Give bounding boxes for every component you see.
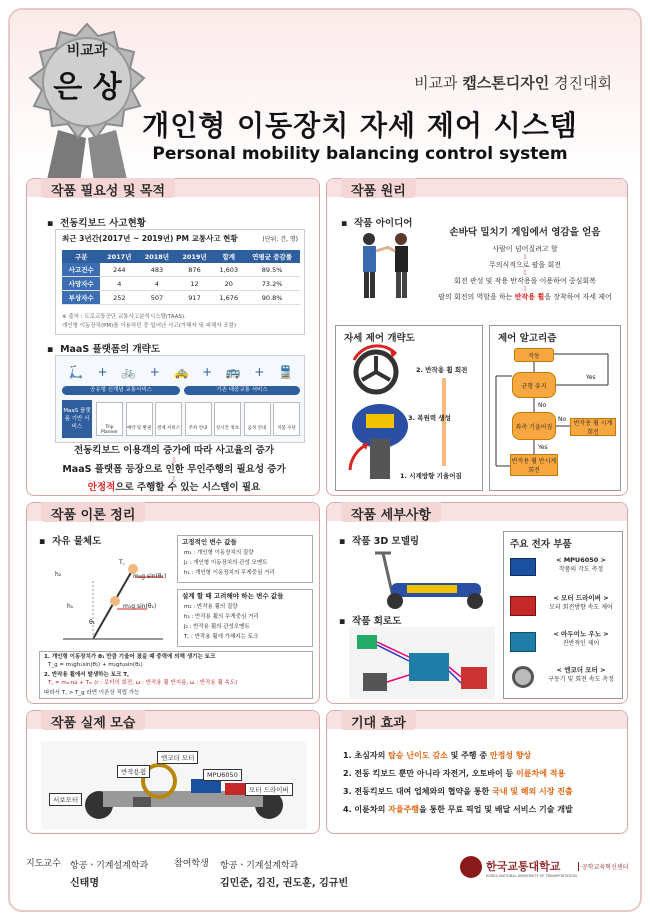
necessity-line-1: 전동킥보드 이용객의 증가에 따라 사고율의 증가 <box>73 445 275 456</box>
table-row: 부상자수 252 507 917 1,676 90.8% <box>62 291 300 305</box>
arduino-icon <box>510 632 536 652</box>
maas-item: 지불 수단 <box>273 402 300 436</box>
mpu6050-icon <box>510 558 536 576</box>
bullet-fbd: ▪ 자유 물체도 <box>39 536 102 547</box>
page-title: 개인형 이동장치 자세 제어 시스템 <box>142 109 578 142</box>
section-detail <box>326 502 628 704</box>
maas-item: 음성 안내 <box>244 402 271 436</box>
posture-diagram-box: 자세 제어 개략도 2. 반작용 휠 회전 3. 복원력 생성 1. 시계방향 기울어짐 <box>335 325 483 491</box>
contest-name: 비교과 캡스톤디자인 경진대회 <box>414 74 612 92</box>
award-category: 비교과 <box>66 43 108 59</box>
equations-box: 1. 개인형 이동장치가 θ₁ 만큼 기울어 졌을 때 중력에 의해 생기는 토크 T_g = m₁gh₁sin(θ₁) + m₂gh₂sin(θ₁) 2. 반작용 휠에서 발생하는 토크 T꜀ T꜀ = mₐ·rω̇ + Tₘ (r : 로터의 회전, ω : 반작용 휠 반지름, ω : 반작용 휠 속도) 따라서 T꜀ > T_g 라면 이론상 직립 가능 <box>39 651 313 699</box>
effect-item-2: 2. 전동 킥보드 뿐만 아니라 자전거, 오토바이 등 이륜차에 적용 <box>343 769 566 778</box>
university-name: 한국교통대학교 <box>486 860 561 873</box>
university-name-en: KOREA NATIONAL UNIVERSITY OF TRANSPORTATION <box>486 874 577 878</box>
free-body-diagram <box>43 549 173 645</box>
maas-item: Trip Planner <box>96 402 123 436</box>
maas-item: 예약 및 발권 <box>126 402 153 436</box>
bike-icon: 🚲 <box>121 365 137 379</box>
bus-icon: 🚌 <box>225 365 241 379</box>
scooter-icon: 🛴 <box>68 365 84 379</box>
maas-item: 실시간 정보 <box>214 402 241 436</box>
section-principle: 작품 원리 ▪ 작품 아이디어 손바닥 밀치기 게임에서 영감을 얻음 사람이 넘어질려고 할 ⇩ 무의식적으로 팔을 회전 ⇩ 회전 관성 및 작용 반작용을 이용하여 중심회복 ⇩ 팔의 회전의 역할을 하는 반작용 휠을 장착하여 자세 제어 자세 제어 개략도 2. 반작용 휠 회전 3. 복원력 생성 1. 시계방향 기울어짐 제어 알고리즘 작동 균형 유지 Yes No 좌측 기울어짐 No Yes 반작용 휠 시계 회전 반작용 휠 반시계 회전 <box>326 178 628 496</box>
section-effect-title: 기대 효과 <box>341 710 416 730</box>
algorithm-box: 제어 알고리즘 작동 균형 유지 Yes No 좌측 기울어짐 No Yes 반작용 휠 시계 회전 반작용 휠 반시계 회전 <box>489 325 621 491</box>
section-photo-title: 작품 실제 모습 <box>41 710 145 730</box>
taxi-icon: 🚕 <box>173 365 189 379</box>
effect-item-3: 3. 전동킥보드 대여 업체와의 협약을 통한 국내 및 해외 시장 진출 <box>343 787 573 796</box>
maas-icons: 🛴 + 🚲 + 🚕 + 🚌 + 🚆 <box>68 365 294 379</box>
maas-box: MaaS 플랫폼 기반 서비스 <box>62 400 92 438</box>
university-logo-icon <box>460 856 482 878</box>
bullet-maas: ▪ MaaS 플랫폼의 개략도 <box>47 344 161 355</box>
students-names: 김민준, 김진, 권도훈, 김규빈 <box>220 878 349 889</box>
circuit-diagram <box>349 627 495 699</box>
fixed-vars-box: 고정적인 변수 값들 m₁ : 개인형 이동장치의 질량 J₁ : 개인형 이동장치의 관성 모멘트 h₁ : 개인형 이동장치의 무게중심 거리 <box>177 535 313 583</box>
maas-services <box>96 402 300 438</box>
bullet-circuit: ▪ 작품 회로도 <box>339 616 402 627</box>
advisor-dept: 항공ㆍ기계설계학과 <box>70 861 149 871</box>
students-dept: 항공ㆍ기계설계학과 <box>220 861 299 871</box>
encoder-motor-icon <box>512 666 534 688</box>
accident-table: 구분 2017년 2018년 2019년 합계 연평균 증감률 사고건수 244 483 876 1,603 89.5% 사망자수 4 4 12 20 73.2% 부상자수 252 507 917 1,676 90.8% <box>62 250 300 305</box>
advisor-label: 지도교수 <box>26 859 61 869</box>
necessity-line-2: MaaS 플랫폼 등장으로 인한 무인주행의 필요성 증가 <box>62 464 286 475</box>
section-principle-title: 작품 원리 <box>341 178 416 198</box>
section-effect <box>326 710 628 834</box>
table-row: 사고건수 244 483 876 1,603 89.5% <box>62 263 300 277</box>
idea-title: 손바닥 밀치기 게임에서 영감을 얻음 <box>449 227 601 238</box>
bullet-accident-status: ▪ 전동킥보드 사고현황 <box>47 218 146 229</box>
section-theory: 작품 이론 정리 ▪ 자유 물체도 m₂g sin(θ₁) m₁g sin(θ₁) h₂ h₁ θ₁ T꜀ 고정적인 변수 값들 m₁ : 개인형 이동장치의 질량 J₁ : 개인형 이동장치의 관성 모멘트 h₁ : 개인형 이동장치의 무게중심 거리 설계 할 때 고려해야 하는 변수 값들 m₂ : 반작용 휠의 질량 h₂ : 반작용 휠의 무게중심 거리 J₂ : 반작용 휠의 관성모멘트 T꜀ : 반작용 휠에 가해지는 토크 1. 개인형 이동장치가 θ₁ 만큼 기울어 졌을 때 중력에 의해 생기는 토크 T_g = m₁gh₁sin(θ₁) + m₂gh₂sin(θ₁) 2. 반작용 휠에서 발생하는 토크 T꜀ T꜀ = mₐ·rω̇ + Tₘ (r : 로터의 회전, ω : 반작용 휠 반지름, ω : 반작용 휠 속도) 따라서 T꜀ > T_g 라면 이론상 직립 가능 <box>26 502 320 704</box>
maas-diagram: 🛴 + 🚲 + 🚕 + 🚌 + 🚆 공유형 신개념 교통서비스 기존 대중교통 서비스 MaaS 플랫폼 기반 서비스 Trip Planner 예약 및 발권 결제 서비스 주차 안내 실시간 정보 음성 안내 지불 수단 <box>55 355 305 443</box>
section-theory-title: 작품 이론 정리 <box>41 502 145 522</box>
award-rank: 은 상 <box>53 70 122 105</box>
parts-box: 주요 전자 부품 < MPU6050 > 작품의 각도 측정 < 모터 드라이버 > 모터 회전방향 속도 제어 < 아두이노 우노 > 전반적인 제어 < 엔코더 모터 > 구동기 및 회전 속도 측정 <box>503 531 623 699</box>
section-detail-title: 작품 세부사항 <box>341 502 441 522</box>
design-vars-box: 설계 할 때 고려해야 하는 변수 값들 m₂ : 반작용 휠의 질량 h₂ : 반작용 휠의 무게중심 거리 J₂ : 반작용 휠의 관성모멘트 T꜀ : 반작용 휠에 가해지는 토크 <box>177 589 313 647</box>
section-necessity-title: 작품 필요성 및 목적 <box>41 178 175 198</box>
page-subtitle: Personal mobility balancing control system <box>152 144 568 164</box>
table-row: 사망자수 4 4 12 20 73.2% <box>62 277 300 291</box>
motor-driver-icon <box>510 596 536 616</box>
maas-item: 결제 서비스 <box>155 402 182 436</box>
train-icon: 🚆 <box>278 365 294 379</box>
effect-item-4: 4. 이륜차의 자율주행을 통한 무료 픽업 및 배달 서비스 기술 개발 <box>343 805 573 814</box>
idea-illustration <box>351 229 421 301</box>
students-label: 참여학생 <box>174 859 209 869</box>
section-photo: 작품 실제 모습 엔코더 모터 반작용휠 MPU6050 모터 드라이버 서보모터 <box>26 710 320 834</box>
necessity-line-3: 안정적으로 주행할 수 있는 시스템이 필요 <box>87 482 261 493</box>
bullet-idea: ▪ 작품 아이디어 <box>341 218 413 229</box>
maas-item: 주차 안내 <box>185 402 212 436</box>
poster <box>8 8 642 912</box>
bullet-3d: ▪ 작품 3D 모델링 <box>339 536 420 547</box>
center-name: 공학교육혁신센터 <box>578 862 628 871</box>
advisor-name: 신태명 <box>70 878 99 889</box>
section-necessity: 작품 필요성 및 목적 ▪ 전동킥보드 사고현황 최근 3년간(2017년 ~ 2019년) PM 교통사고 현황 (단위: 건, 명) 구분 2017년 2018년 2019년 합계 연평균 증감률 사고건수 244 483 876 1,603 89.5% 사망자수 4 4 12 20 73.2% 부상자수 252 507 917 1,676 90.8% ※ 출처 : 도로교통공단 교통사고분석시스템(TAAS). 개인형 이동장치(PM)를 이용하던 중 일어난 사고(가해자 및 피해자 포함) ▪ MaaS 플랫폼의 개략도 🛴 + 🚲 + 🚕 + 🚌 + 🚆 공유형 신개념 교통서비스 기존 대중교통 서비스 MaaS 플랫폼 기반 서비스 Trip Planner 예약 및 발권 결제 서비스 주차 안내 실시간 정보 음성 안내 지불 수단 전동킥보드 이용객의 증가에 따라 사고율의 증가 ⇩ MaaS 플랫폼 등장으로 인한 무인주행의 필요성 증가 ⇩ 안정적으로 주행할 수 있는 시스템이 필요 <box>26 178 320 496</box>
accident-table-box: 최근 3년간(2017년 ~ 2019년) PM 교통사고 현황 (단위: 건, 명) 구분 2017년 2018년 2019년 합계 연평균 증감률 사고건수 244 483 876 1,603 89.5% 사망자수 4 4 12 20 73.2% 부상자수 252 507 917 1,676 90.8% ※ 출처 : 도로교통공단 교통사고분석시스템(TAAS). 개인형 이동장치(PM)를 이용하던 중 일어난 사고(가해자 및 피해자 포함) <box>55 229 305 335</box>
effect-item-1: 1. 초심자의 탑승 난이도 감소 및 주행 중 안정성 향상 <box>343 751 532 760</box>
3d-model-illustration <box>347 547 497 611</box>
